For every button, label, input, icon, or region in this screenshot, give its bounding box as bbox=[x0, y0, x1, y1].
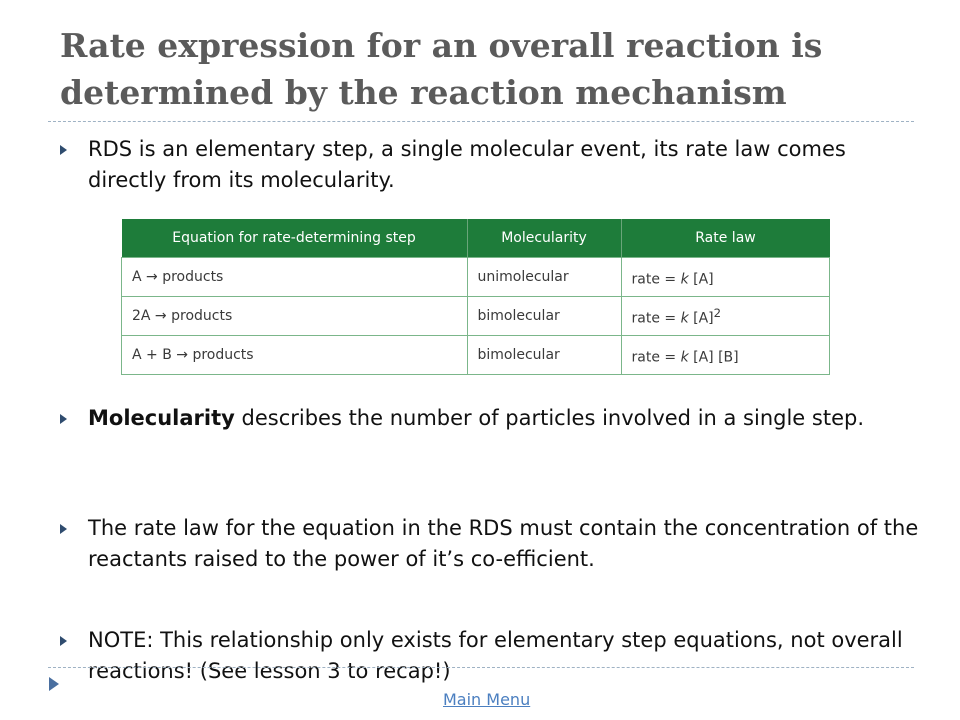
bullet-text: NOTE: This relationship only exists for elementary step equations, not overall reactions! (See lesson 3 to recap!) bbox=[88, 628, 903, 683]
title-divider bbox=[48, 121, 914, 122]
bullet-arrow-icon bbox=[60, 414, 67, 424]
molecularity-table bbox=[121, 219, 830, 375]
equation-cell: A + B → products bbox=[122, 336, 468, 375]
table-header-row bbox=[122, 219, 830, 258]
table-row bbox=[122, 258, 830, 297]
title-line-1: Rate expression for an overall reaction is bbox=[60, 26, 823, 65]
table-row bbox=[122, 297, 830, 336]
bullet-note bbox=[60, 625, 930, 687]
bold-term: Molecularity bbox=[88, 406, 235, 430]
header-molecularity: Molecularity bbox=[467, 219, 621, 258]
footer-divider bbox=[48, 667, 914, 668]
bullet-text: RDS is an elementary step, a single molecular event, its rate law comes directly from its molecularity. bbox=[88, 137, 846, 192]
equation-cell: A → products bbox=[122, 258, 468, 297]
bullet-rate-law bbox=[60, 513, 930, 575]
rate-law-cell: rate = k [A] [B] bbox=[621, 336, 830, 375]
bullet-arrow-icon bbox=[60, 145, 67, 155]
molecularity-cell: bimolecular bbox=[467, 336, 621, 375]
bullet-arrow-icon bbox=[60, 636, 67, 646]
molecularity-cell: unimolecular bbox=[467, 258, 621, 297]
table-row bbox=[122, 336, 830, 375]
header-rate-law: Rate law bbox=[621, 219, 830, 258]
main-menu-link[interactable]: Main Menu bbox=[443, 690, 531, 709]
slide-corner-arrow-icon bbox=[49, 677, 59, 691]
molecularity-cell: bimolecular bbox=[467, 297, 621, 336]
rate-law-cell: rate = k $[A]^2$ bbox=[621, 297, 830, 336]
bullet-text: Molecularity describes the number of particles involved in a single step. bbox=[88, 406, 864, 430]
slide-title bbox=[60, 22, 920, 116]
title-line-2: determined by the reaction mechanism bbox=[60, 73, 787, 112]
rate-law-cell: rate = k [A] bbox=[621, 258, 830, 297]
header-equation: Equation for rate-determining step bbox=[122, 219, 468, 258]
bullet-text: The rate law for the equation in the RDS must contain the concentration of the reactants raised to the power of it’s co-efficient. bbox=[88, 516, 919, 571]
equation-cell: 2A → products bbox=[122, 297, 468, 336]
bullet-molecularity bbox=[60, 403, 930, 434]
bullet-arrow-icon bbox=[60, 524, 67, 534]
bullet-rds bbox=[60, 134, 930, 196]
